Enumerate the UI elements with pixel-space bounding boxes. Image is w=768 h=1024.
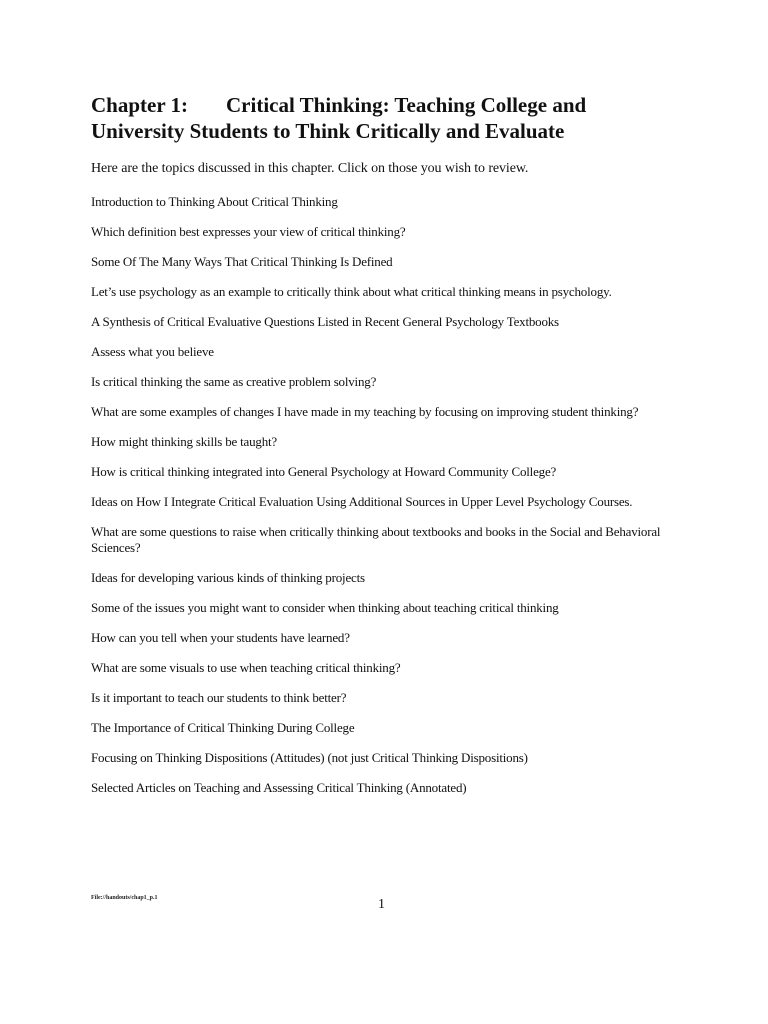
topic-link[interactable]: Which definition best expresses your view of critical thinking? [91,224,406,239]
topic-link[interactable]: Is critical thinking the same as creative problem solving? [91,374,377,389]
topic-link[interactable]: Introduction to Thinking About Critical Thinking [91,194,338,209]
intro-text: Here are the topics discussed in this chapter. Click on those you wish to review. [91,161,529,176]
topic-link[interactable]: The Importance of Critical Thinking During College [91,720,355,735]
chapter-label: Chapter 1: [91,93,189,117]
topic-link[interactable]: What are some visuals to use when teaching critical thinking? [91,660,401,675]
topic-link[interactable]: Ideas on How I Integrate Critical Evaluation Using Additional Sources in Upper Level Psychology Courses. [91,494,633,509]
topic-link[interactable]: Let’s use psychology as an example to critically think about what critical thinking means in psychology. [91,284,612,299]
chapter-title-line-1: Critical Thinking: Teaching College and [226,93,587,117]
topic-link[interactable]: How might thinking skills be taught? [91,434,277,449]
topic-link[interactable]: How is critical thinking integrated into General Psychology at Howard Community College? [91,464,557,479]
topic-link[interactable]: Assess what you believe [91,344,214,359]
topic-link[interactable]: Some of the issues you might want to consider when thinking about teaching critical thinking [91,600,559,615]
topic-link[interactable]: Is it important to teach our students to think better? [91,690,347,705]
topic-link[interactable]: Selected Articles on Teaching and Assessing Critical Thinking (Annotated) [91,780,467,795]
chapter-title [91,92,731,144]
page-number: 1 [378,897,385,912]
topic-link[interactable]: Focusing on Thinking Dispositions (Attitudes) (not just Critical Thinking Dispositions) [91,750,528,765]
topic-link[interactable]: Some Of The Many Ways That Critical Thinking Is Defined [91,254,393,269]
topic-link[interactable]: A Synthesis of Critical Evaluative Questions Listed in Recent General Psychology Textbooks [91,314,559,329]
topic-link[interactable]: How can you tell when your students have learned? [91,630,350,645]
footer-file-path: File://handouts/chap1_p.1 [91,895,158,901]
chapter-title-line-2: University Students to Think Critically and Evaluate [91,119,565,143]
topic-link[interactable]: What are some examples of changes I have made in my teaching by focusing on improving student thinking? [91,404,639,419]
topic-link[interactable]: Ideas for developing various kinds of thinking projects [91,570,365,585]
topic-list [91,194,681,810]
topic-link[interactable]: What are some questions to raise when critically thinking about textbooks and books in the Social and Behavioral Sciences? [91,524,661,555]
